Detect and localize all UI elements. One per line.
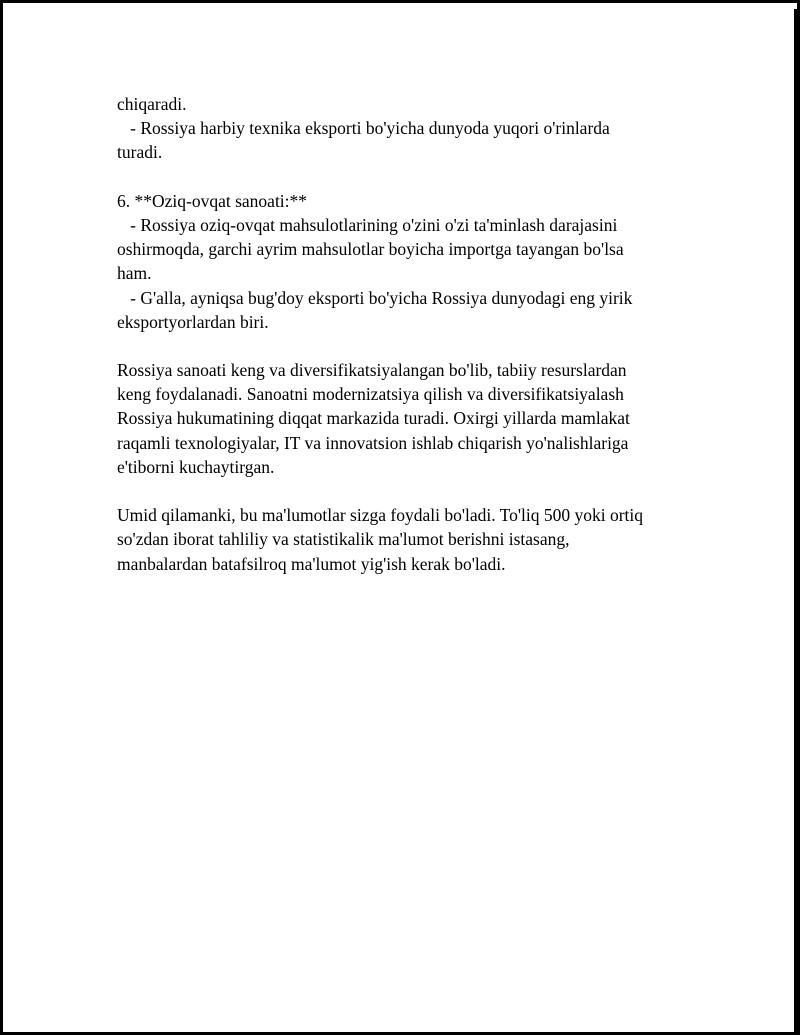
text-line: raqamli texnologiyalar, IT va innovatsion ishlab chiqarish yo'nalishlariga <box>117 432 629 453</box>
text-line: - Rossiya harbiy texnika eksporti bo'yicha dunyoda yuqori o'rinlarda <box>117 118 610 139</box>
text-line: - G'alla, ayniqsa bug'doy eksporti bo'yicha Rossiya dunyodagi eng yirik <box>117 287 633 308</box>
paragraph-gap <box>117 479 677 503</box>
text-line: Rossiya hukumatining diqqat markazida turadi. Oxirgi yillarda mamlakat <box>117 408 630 429</box>
text-line: ham. <box>117 263 152 284</box>
paragraph-gap <box>117 334 677 358</box>
text-line: eksportyorlardan biri. <box>117 311 269 332</box>
text-line: manbalardan batafsilroq ma'lumot yig'ish kerak bo'ladi. <box>117 553 506 574</box>
section-heading: 6. **Oziq-ovqat sanoati:** <box>117 190 308 211</box>
text-line: chiqaradi. <box>117 94 187 114</box>
text-line: oshirmoqda, garchi ayrim mahsulotlar boyicha importga tayangan bo'lsa <box>117 239 624 260</box>
document-body <box>117 92 677 576</box>
text-line: - Rossiya oziq-ovqat mahsulotlarining o'zini o'zi ta'minlash darajasini <box>117 214 618 235</box>
text-line: Rossiya sanoati keng va diversifikatsiyalangan bo'lib, tabiiy resurslardan <box>117 360 627 381</box>
text-line: e'tiborni kuchaytirgan. <box>117 456 275 477</box>
text-line: keng foydalanadi. Sanoatni modernizatsiya qilish va diversifikatsiyalash <box>117 384 624 405</box>
text-line: Umid qilamanki, bu ma'lumotlar sizga foydali bo'ladi. To'liq 500 yoki ortiq <box>117 505 644 526</box>
text-line: turadi. <box>117 142 163 163</box>
paragraph-gap <box>117 165 677 189</box>
text-line: so'zdan iborat tahliliy va statistikalik ma'lumot berishni istasang, <box>117 529 570 550</box>
